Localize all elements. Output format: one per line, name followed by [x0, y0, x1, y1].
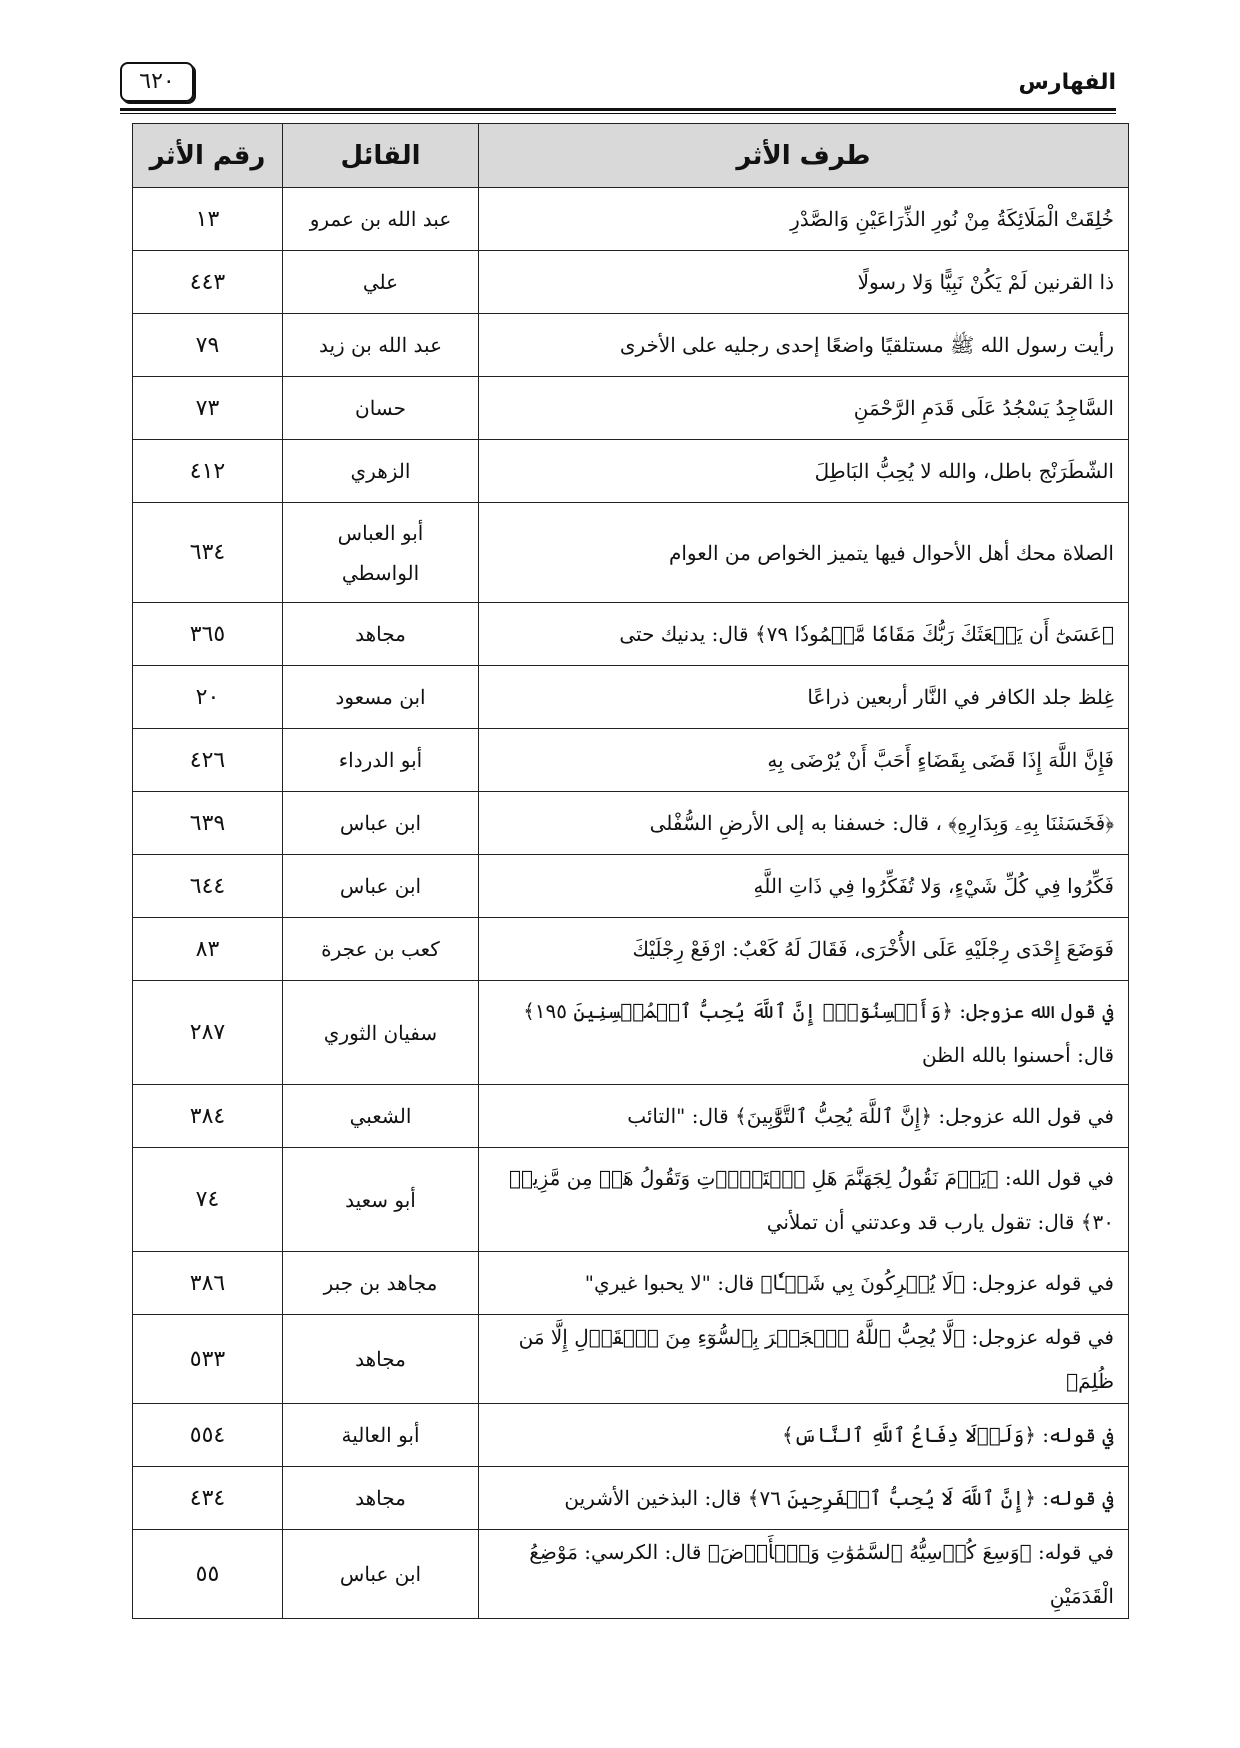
athar-speaker: عبد الله بن زيد [283, 314, 479, 377]
table-row [133, 314, 1129, 377]
table-row [133, 1530, 1129, 1619]
athar-speaker: الزهري [283, 440, 479, 503]
athar-number: ٧٣ [133, 377, 283, 440]
column-header-number: رقم الأثر [133, 124, 283, 188]
athar-text: خُلِقَتْ الْمَلَائِكَةُ مِنْ نُورِ الذِّرَاعَيْنِ وَالصَّدْرِ [479, 188, 1129, 251]
athar-text: رأيت رسول الله ﷺ مستلقيًا واضعًا إحدى رجليه على الأخرى [479, 314, 1129, 377]
athar-text: ﴿فَخَسَفۡنَا بِهِۦ وَبِدَارِهِ﴾ ، قال: خسفنا به إلى الأرضِ السُّفْلى [479, 792, 1129, 855]
athar-speaker: سفيان الثوري [283, 981, 479, 1085]
athar-speaker: علي [283, 251, 479, 314]
athar-number: ٦٣٩ [133, 792, 283, 855]
athar-text: الصلاة محك أهل الأحوال فيها يتميز الخواص من العوام [479, 503, 1129, 603]
table-row [133, 440, 1129, 503]
column-header-speaker: القائل [283, 124, 479, 188]
table-row [133, 377, 1129, 440]
athar-speaker: مجاهد [283, 603, 479, 666]
athar-speaker: ابن عباس [283, 1530, 479, 1619]
athar-number: ٥٥٤ [133, 1404, 283, 1467]
athar-number: ٦٣٤ [133, 503, 283, 603]
athar-number: ٤٤٣ [133, 251, 283, 314]
table-row [133, 503, 1129, 603]
table-row [133, 792, 1129, 855]
athar-speaker: مجاهد [283, 1467, 479, 1530]
athar-speaker: ابن مسعود [283, 666, 479, 729]
athar-number: ٣٦٥ [133, 603, 283, 666]
header-rule-thin [120, 113, 1116, 114]
athar-speaker: أبو سعيد [283, 1148, 479, 1252]
athar-number: ٦٤٤ [133, 855, 283, 918]
table-row [133, 918, 1129, 981]
header-rule [120, 108, 1116, 111]
athar-number: ٣٨٦ [133, 1252, 283, 1315]
running-title: الفهارس [1018, 70, 1116, 95]
athar-speaker: عبد الله بن عمرو [283, 188, 479, 251]
athar-speaker: مجاهد بن جبر [283, 1252, 479, 1315]
athar-index-table [132, 123, 1129, 1619]
athar-speaker: ابن عباس [283, 792, 479, 855]
athar-text: فَإِنَّ اللَّهَ إِذَا قَضَى بِقَضَاءٍ أَحَبَّ أَنْ يُرْضَى بِهِ [479, 729, 1129, 792]
table-row [133, 603, 1129, 666]
athar-text: في قول الله عزوجل: ﴿إِنَّ ٱللَّهَ يُحِبُّ ٱلتَّوَّٰبِينَ﴾ قال: "التائب [479, 1085, 1129, 1148]
athar-speaker: حسان [283, 377, 479, 440]
table-row [133, 1085, 1129, 1148]
athar-text: ذا القرنين لَمْ يَكُنْ نَبِيًّا وَلا رسولًا [479, 251, 1129, 314]
athar-number: ٤١٢ [133, 440, 283, 503]
athar-number: ٣٨٤ [133, 1085, 283, 1148]
table-row [133, 1404, 1129, 1467]
athar-number: ٥٣٣ [133, 1315, 283, 1404]
athar-number: ٤٢٦ [133, 729, 283, 792]
athar-text: غِلظ جلد الكافر في النَّار أربعين ذراعًا [479, 666, 1129, 729]
table-row [133, 1315, 1129, 1404]
athar-text: في قوله عزوجل: ﴿لَا يُشۡرِكُونَ بِي شَيۡـٔٗا﴾ قال: "لا يحبوا غيري" [479, 1252, 1129, 1315]
athar-number: ٤٣٤ [133, 1467, 283, 1530]
table-row [133, 188, 1129, 251]
page-number: ٦٢٠ [120, 62, 194, 102]
athar-speaker: الشعبي [283, 1085, 479, 1148]
table-row [133, 855, 1129, 918]
athar-text: في قوله: ﴿وَلَوۡلَا دِفَاعُ ٱللَّهِ ٱلنَّاسَ﴾ [479, 1404, 1129, 1467]
column-header-text: طرف الأثر [479, 124, 1129, 188]
table-row [133, 1467, 1129, 1530]
athar-number: ٥٥ [133, 1530, 283, 1619]
table-row [133, 1148, 1129, 1252]
table-row [133, 981, 1129, 1085]
athar-text: السَّاجِدُ يَسْجُدُ عَلَى قَدَمِ الرَّحْمَنِ [479, 377, 1129, 440]
athar-speaker: أبو العباس الواسطي [283, 503, 479, 603]
athar-number: ٧٤ [133, 1148, 283, 1252]
athar-text: في قول الله: ﴿يَوۡمَ نَقُولُ لِجَهَنَّمَ هَلِ ٱمۡتَلَأۡتِ وَتَقُولُ هَلۡ مِن مَّزِيدٖ ٣٠﴾ قال: تقول يارب قد وعدتني أن تملأني [479, 1148, 1129, 1252]
athar-number: ٨٣ [133, 918, 283, 981]
athar-speaker: ابن عباس [283, 855, 479, 918]
table-row [133, 251, 1129, 314]
athar-text: الشّطَرَنْج باطل، والله لا يُحِبُّ البَاطِلَ [479, 440, 1129, 503]
table-row [133, 1252, 1129, 1315]
athar-number: ١٣ [133, 188, 283, 251]
table-row [133, 666, 1129, 729]
athar-speaker: أبو العالية [283, 1404, 479, 1467]
athar-number: ٢٠ [133, 666, 283, 729]
athar-speaker: مجاهد [283, 1315, 479, 1404]
athar-text: فَكِّرُوا فِي كُلِّ شَيْءٍ، وَلا تُفَكِّرُوا فِي ذَاتِ اللَّهِ [479, 855, 1129, 918]
athar-speaker: أبو الدرداء [283, 729, 479, 792]
athar-number: ٢٨٧ [133, 981, 283, 1085]
athar-text: فَوَضَعَ إِحْدَى رِجْلَيْهِ عَلَى الأُخْرَى، فَقَالَ لَهُ كَعْبٌ: ارْفَعْ رِجْلَيْكَ [479, 918, 1129, 981]
athar-text: في قوله: ﴿وَسِعَ كُرۡسِيُّهُ ٱلسَّمَٰوَٰتِ وَٱلۡأَرۡضَ﴾ قال: الكرسي: مَوْضِعُ الْقَدَمَيْنِ [479, 1530, 1129, 1619]
page-header [120, 58, 1116, 114]
athar-text: في قول الله عزوجل: ﴿وَأَحۡسِنُوٓاْۚ إِنَّ ٱللَّهَ يُحِبُّ ٱلۡمُحۡسِنِينَ ١٩٥﴾ قال: أحسنوا بالله الظن [479, 981, 1129, 1085]
athar-text: ﴿عَسَىٰٓ أَن يَبۡعَثَكَ رَبُّكَ مَقَامٗا مَّحۡمُودٗا ٧٩﴾ قال: يدنيك حتى [479, 603, 1129, 666]
athar-text: في قوله عزوجل: ﴿لَّا يُحِبُّ ٱللَّهُ ٱلۡجَهۡرَ بِٱلسُّوٓءِ مِنَ ٱلۡقَوۡلِ إِلَّا مَن ظُلِمَ﴾ [479, 1315, 1129, 1404]
table-header-row [133, 124, 1129, 188]
athar-text: في قوله: ﴿إِنَّ ٱللَّهَ لَا يُحِبُّ ٱلۡفَرِحِينَ ٧٦﴾ قال: البذخين الأشرين [479, 1467, 1129, 1530]
athar-number: ٧٩ [133, 314, 283, 377]
table-row [133, 729, 1129, 792]
athar-speaker: كعب بن عجرة [283, 918, 479, 981]
